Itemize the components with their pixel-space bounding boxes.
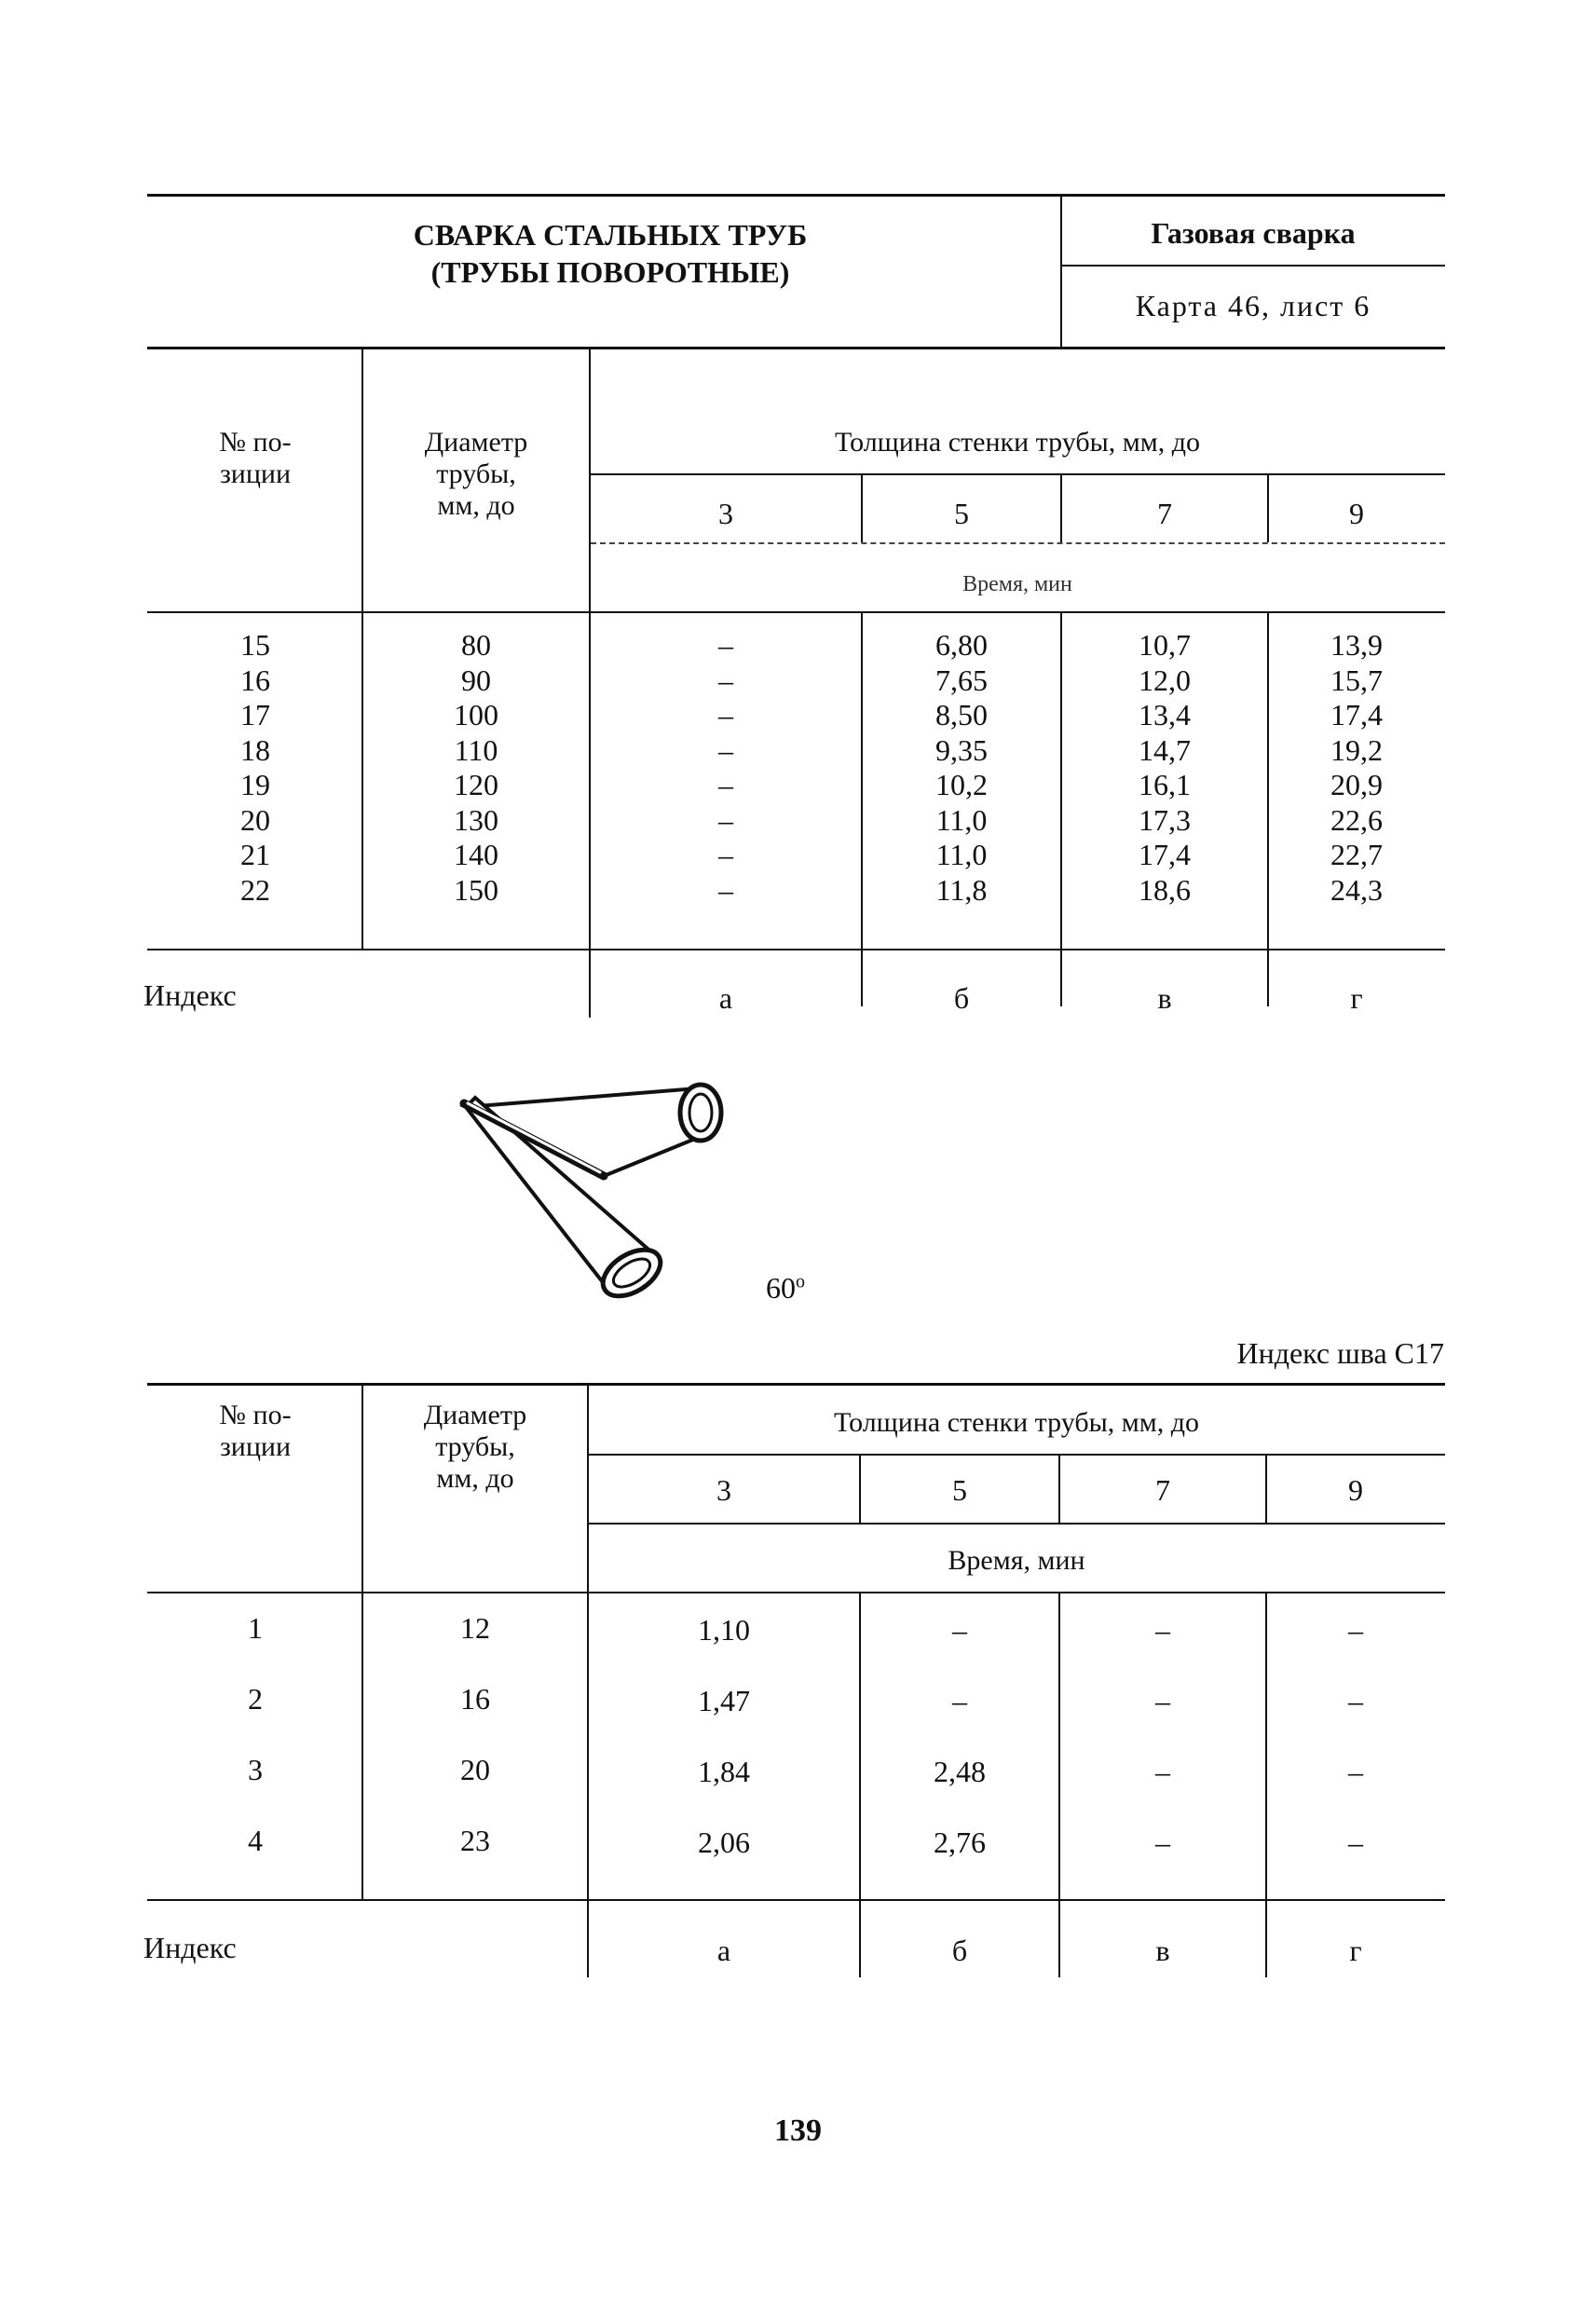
header-bottom-rule [147,347,1445,349]
t1-value-cell: 16,1 [1139,768,1191,801]
t1-col-a [591,628,861,908]
t2-diameter-cell: 16 [460,1682,490,1716]
t2-body-bottom-rule [147,1899,1445,1901]
t1-index-label: Индекс [143,978,237,1012]
t2-position-cell: 4 [248,1824,263,1857]
t2-value-cell: – [1348,1684,1363,1717]
category-label: Газовая сварка [1151,216,1356,250]
t1-value-cell: 15,7 [1330,663,1383,697]
card-label: Карта 46, лист 6 [1135,289,1371,322]
t2-diameter-cell: 20 [460,1753,490,1786]
t1-time-label: Время, мин [962,572,1072,596]
t1-value-cell: 11,0 [935,838,988,871]
t2-value-cell: 1,84 [698,1755,750,1788]
t2-value-cell: – [1155,1613,1170,1647]
t1-value-cell: 17,3 [1139,802,1191,837]
t1-value-cell: 7,65 [935,663,988,697]
t2-value-cell: – [1348,1613,1363,1647]
t2-value-cell: 2,76 [934,1826,986,1859]
t1-positions [149,628,361,908]
t1-position-cell: 16 [240,663,270,697]
t1-value-cell: 11,8 [935,872,988,907]
t2-col-thickness-header: Толщина стенки трубы, мм, до [834,1407,1199,1438]
t2-value-cell: – [1155,1684,1170,1717]
t1-position-cell: 22 [240,872,270,907]
t2-value-cell: 2,06 [698,1826,750,1859]
t2-diameter-cell: 23 [460,1824,490,1857]
t1-value-cell: 12,0 [1139,663,1191,697]
t1-diameter-cell: 120 [454,768,498,801]
t2-time-rule [589,1523,1445,1525]
t1-diameter-cell: 130 [454,802,498,837]
t2-thickness-9: 9 [1348,1473,1363,1507]
t1-diameter-cell: 90 [461,663,491,697]
t1-position-cell: 20 [240,802,270,837]
t1-body-bottom-rule [147,949,1445,950]
t1-col-b [863,628,1060,908]
t1-position-cell: 21 [240,838,270,871]
t2-top-rule [147,1383,1445,1386]
t2-body-top-rule [147,1592,1445,1593]
t2-col-diameter-header: Диаметр трубы, мм, до [423,1400,527,1494]
t2-value-cell: 2,48 [934,1755,986,1788]
t1-value-cell: 9,35 [935,732,988,767]
t2-index-a: а [716,1934,731,1967]
t1-thickness-7: 7 [1157,497,1172,530]
t1-value-cell: 20,9 [1330,768,1383,801]
t1-value-cell: 8,50 [935,698,988,732]
seam-index-label: Индекс шва С17 [1236,1336,1444,1370]
t2-thickness-3: 3 [716,1473,731,1507]
title-line-1: СВАРКА СТАЛЬНЫХ ТРУБ [413,218,808,252]
t1-col-position-header: № по- зиции [219,427,292,489]
t1-value-cell: – [718,872,733,907]
t1-position-cell: 17 [240,698,270,732]
t1-diameter-cell: 100 [454,698,498,732]
t1-value-cell: 18,6 [1139,872,1191,907]
t1-value-cell: 13,4 [1139,698,1191,732]
t1-diameter-cell: 80 [461,628,491,662]
t1-value-cell: – [718,802,733,837]
header-mid-rule [1062,265,1445,267]
t1-value-cell: 10,2 [935,768,988,801]
t1-position-cell: 18 [240,732,270,767]
t1-thickness-9: 9 [1349,497,1364,530]
header-top-rule [147,194,1445,197]
t2-index-label: Индекс [143,1931,237,1964]
t1-value-cell: – [718,698,733,732]
t1-position-cell: 19 [240,768,270,801]
t1-time-rule [591,542,1445,544]
angle-label [766,1271,805,1306]
t1-body-top-rule [147,611,1445,613]
t2-col-position-header: № по- зиции [219,1400,292,1462]
t2-position-cell: 1 [248,1611,263,1645]
t1-value-cell: 11,0 [935,802,988,837]
t2-index-v: в [1155,1934,1170,1967]
upper-pipe-bore [689,1094,712,1131]
pipe-joint-diagram [447,1072,745,1323]
t1-index-v: в [1157,981,1172,1015]
t1-col-v [1062,628,1267,908]
t1-value-cell: – [718,732,733,767]
t1-value-cell: 13,9 [1330,628,1383,662]
t2-time-label: Время, мин [948,1545,1085,1576]
t2-value-cell: 1,10 [698,1613,750,1647]
t2-value-cell: – [1155,1826,1170,1859]
t1-diameter-cell: 140 [454,838,498,871]
t1-value-cell: 17,4 [1139,838,1191,871]
t2-thickness-rule [589,1454,1445,1456]
page-number: 139 [774,2113,822,2148]
t1-value-cell: 14,7 [1139,732,1191,767]
t1-value-cell: – [718,628,733,662]
t1-thickness-5: 5 [954,497,969,530]
t2-index-b: б [951,1934,968,1967]
t1-value-cell: 6,80 [935,628,988,662]
t1-value-cell: – [718,838,733,871]
t2-position-cell: 2 [248,1682,263,1716]
angle-unit: o [796,1271,805,1292]
page-title [149,216,1071,291]
t2-value-cell: – [1348,1755,1363,1788]
t2-thickness-7: 7 [1155,1473,1170,1507]
t1-diameter-cell: 150 [454,872,498,907]
t1-index-a: а [718,981,733,1015]
t1-value-cell: 22,6 [1330,802,1383,837]
t1-thickness-rule [591,473,1445,475]
t1-value-cell: 19,2 [1330,732,1383,767]
t2-value-cell: – [952,1684,967,1717]
t1-value-cell: 10,7 [1139,628,1191,662]
t1-index-b: б [953,981,970,1015]
t1-position-cell: 15 [240,628,270,662]
t1-col-diameter-header: Диаметр трубы, мм, до [424,427,528,521]
angle-value: 60 [766,1271,796,1305]
t1-thickness-3: 3 [718,497,733,530]
t1-col-thickness-header: Толщина стенки трубы, мм, до [835,427,1200,458]
t1-value-cell: – [718,663,733,697]
t1-diameters [363,628,589,908]
t1-col-g [1269,628,1444,908]
t1-value-cell: – [718,768,733,801]
t2-value-cell: – [1155,1755,1170,1788]
t1-value-cell: 17,4 [1330,698,1383,732]
t2-thickness-5: 5 [952,1473,967,1507]
t2-value-cell: – [1348,1826,1363,1859]
t1-value-cell: 22,7 [1330,838,1383,871]
title-line-2: (ТРУБЫ ПОВОРОТНЫЕ) [430,255,790,289]
t2-value-cell: – [952,1613,967,1647]
t2-diameter-cell: 12 [460,1611,490,1645]
t2-index-g: г [1349,1934,1362,1967]
t1-index-g: г [1350,981,1363,1015]
t2-value-cell: 1,47 [698,1684,750,1717]
t1-diameter-cell: 110 [454,732,498,767]
t1-value-cell: 24,3 [1330,872,1383,907]
t2-position-cell: 3 [248,1753,263,1786]
